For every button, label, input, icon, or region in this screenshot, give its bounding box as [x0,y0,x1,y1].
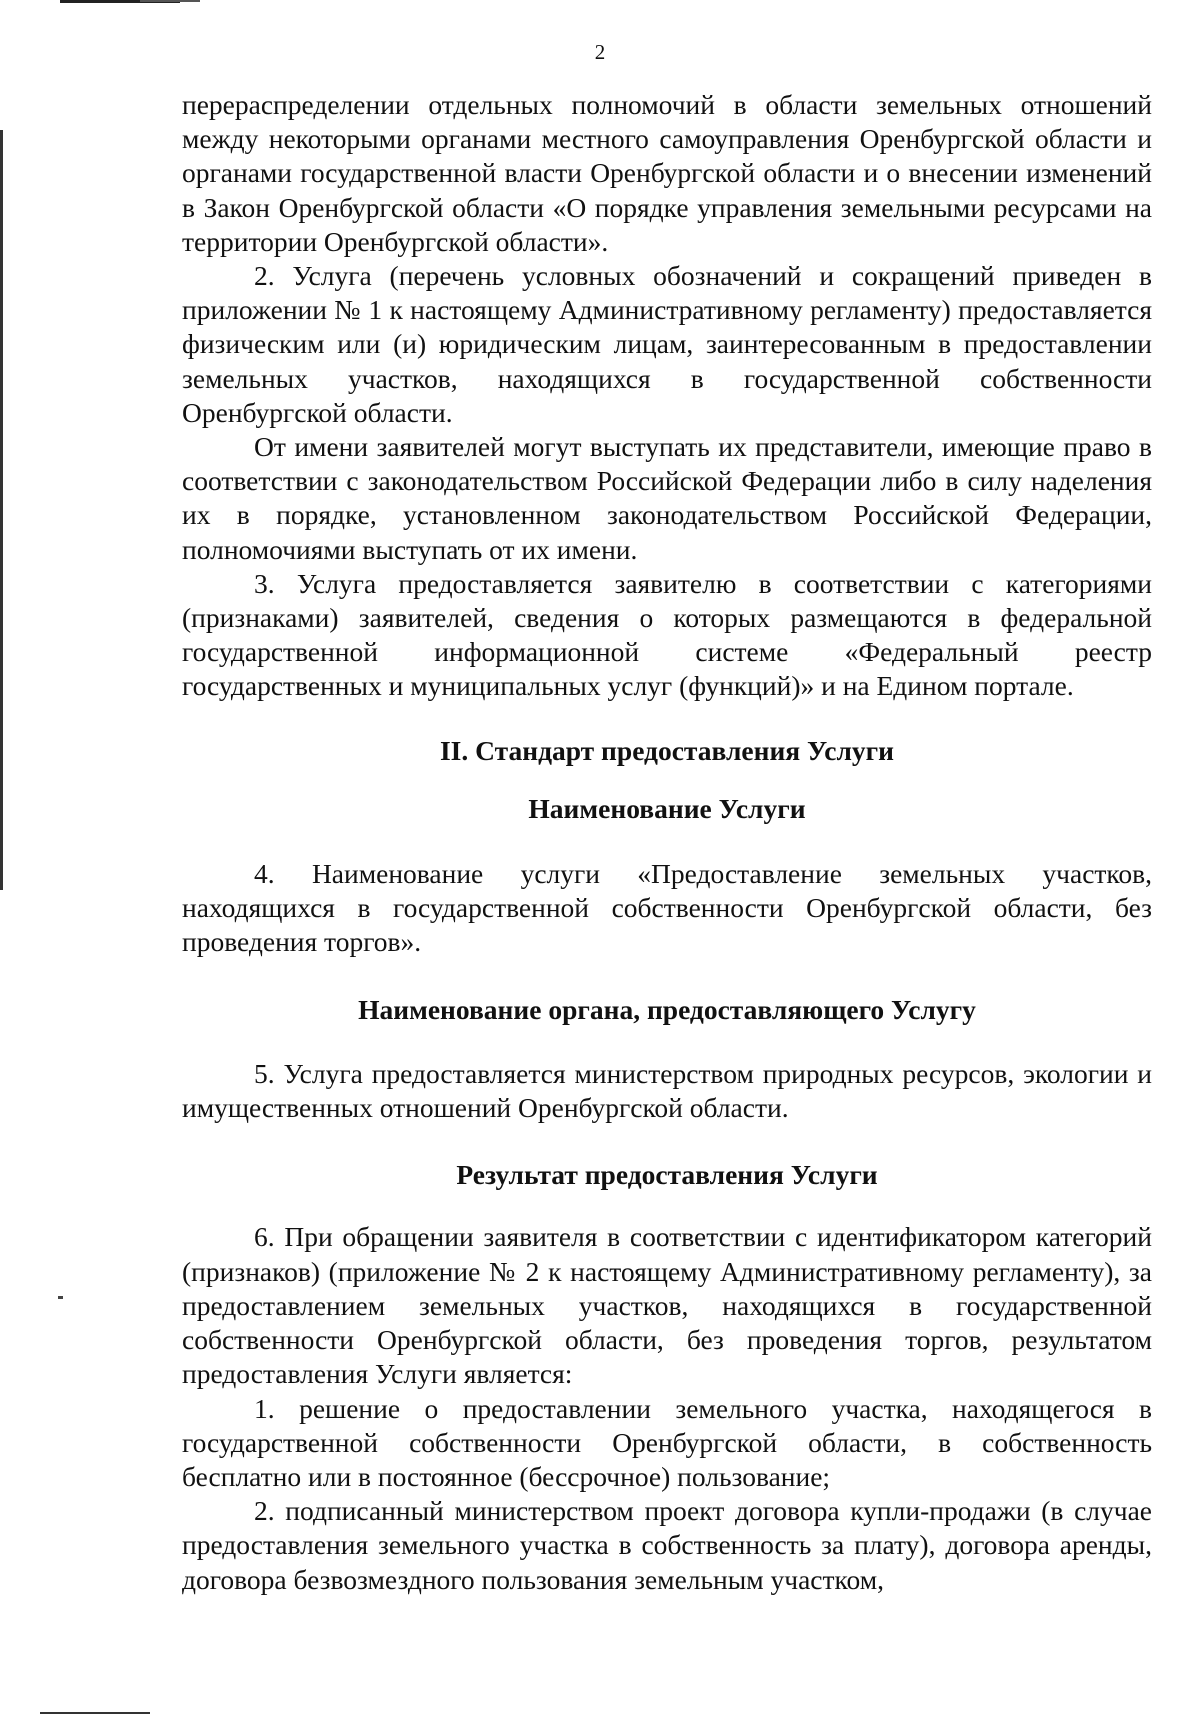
paragraph-6-item-2: 2. подписанный министерством проект договора купли-продажи (в случае предоставления земельного участка в собственность за плату), договора аренды, договора безвозмездного пользования земельным участком, [182,1495,1152,1595]
scan-artifact-left-edge [0,130,3,890]
scan-artifact-dot [58,1296,63,1299]
heading-service-result: Результат предоставления Услуги [456,1159,878,1191]
paragraph-2: 2. Услуга (перечень условных обозначений и сокращений приведен в приложении № 1 к настоящему Административному регламенту) предоставляется физическим или (и) юридическим лицам, заинтересованным в предоставлении земельных участков, находящихся в государственной собственности Оренбургской области. [182,260,1152,428]
paragraph-6: 6. При обращении заявителя в соответствии с идентификатором категорий (признаков) (приложение № 2 к настоящему Административному регламенту), за предоставлением земельных участков, находящихся в государственной собственности Оренбургской области, без проведения торгов, результатом предоставления Услуги является: [182,1221,1152,1390]
paragraph-4: 4. Наименование услуги «Предоставление земельных участков, находящихся в государственной собственности Оренбургской области, без проведения торгов». [182,858,1152,958]
paragraph-continuation: перераспределении отдельных полномочий в области земельных отношений между некоторыми органами местного самоуправления Оренбургской области и органами государственной власти Оренбургской области и о внесении изменений в Закон Оренбургской области «О порядке управления земельными ресурсами на территории Оренбургской области». [182,89,1152,257]
heading-service-organ: Наименование органа, предоставляющего Услугу [358,993,976,1025]
heading-service-name: Наименование Услуги [528,792,806,824]
paragraph-3: 3. Услуга предоставляется заявителю в соответствии с категориями (признаками) заявителей, сведения о которых размещаются в федеральной государственной информационной системе «Федеральный реестр государственных и муниципальных услуг (функций)» и на Едином портале. [182,567,1152,702]
page-number: 2 [594,40,606,64]
paragraph-5: 5. Услуга предоставляется министерством природных ресурсов, экологии и имущественных отношений Оренбургской области. [182,1057,1152,1124]
paragraph-6-item-1: 1. решение о предоставлении земельного участка, находящегося в государственной собственности Оренбургской области, в собственность бесплатно или в постоянное (бессрочное) пользование; [182,1392,1152,1492]
paragraph-representatives: От имени заявителей могут выступать их представители, имеющие право в соответствии с законодательством Российской Федерации либо в силу наделения их в порядке, установленном законодательством Российской Федерации, полномочиями выступать от их имени. [182,431,1152,565]
document-body [182,88,1152,1597]
scan-artifact-bottom [40,1712,150,1714]
section-title: II. Стандарт предоставления Услуги [439,734,894,766]
scan-artifact-top-secondary [140,0,200,2]
